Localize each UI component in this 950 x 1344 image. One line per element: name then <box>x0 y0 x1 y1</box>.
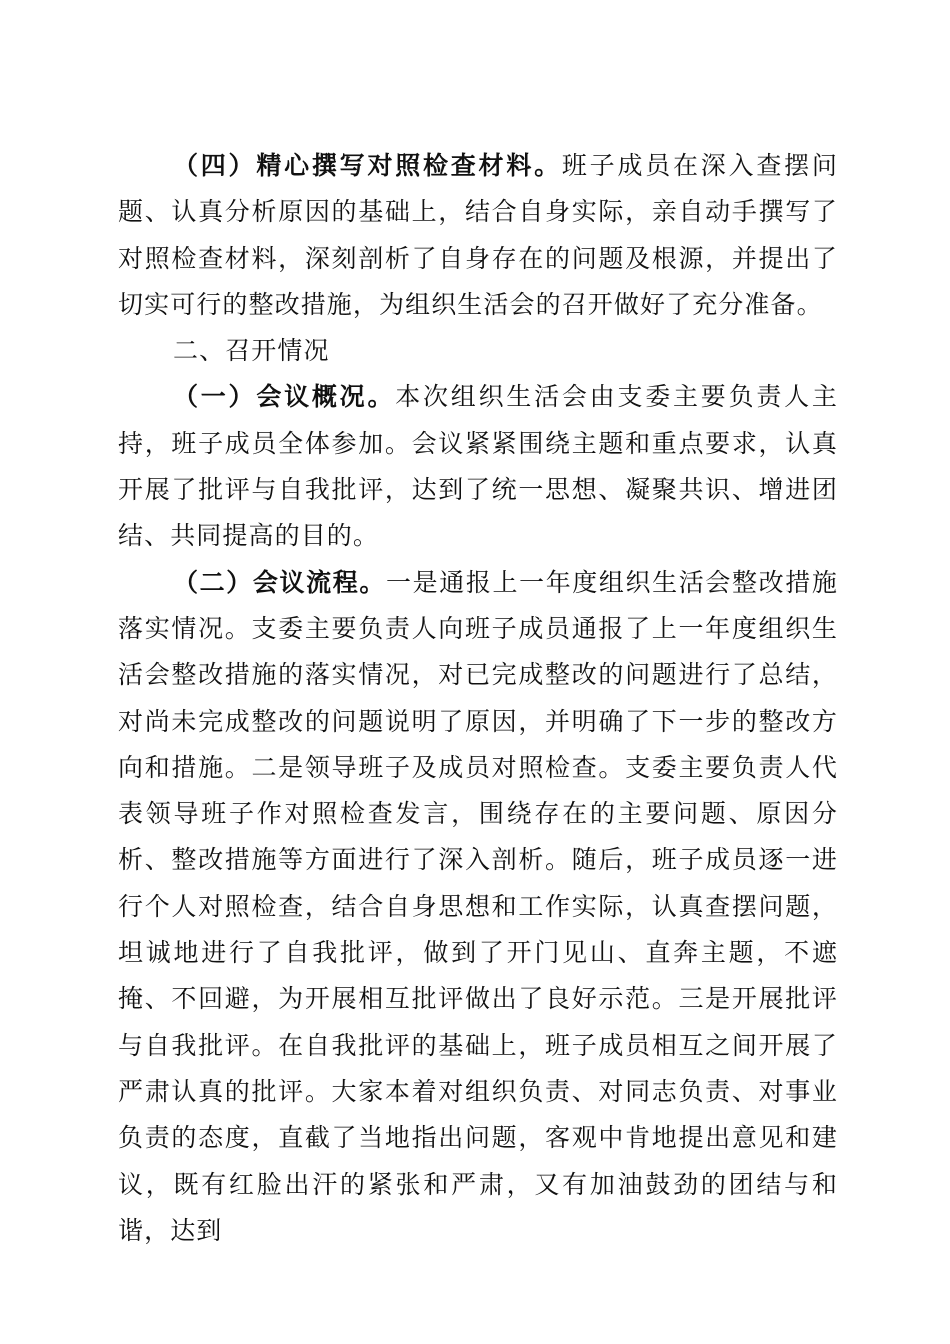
document-body <box>118 143 838 1254</box>
paragraph-meeting-overview <box>118 374 838 559</box>
paragraph-meeting-process <box>118 560 838 1254</box>
paragraph-text: 班子成员在深入查摆问题、认真分析原因的基础上，结合自身实际，亲自动手撰写了对照检查材料，深刻剖析了自身存在的问题及根源，并提出了切实可行的整改措施，为组织生活会的召开做好了充分准备。 <box>118 151 838 319</box>
paragraph-section-4 <box>118 143 838 328</box>
paragraph-text: 一是通报上一年度组织生活会整改措施落实情况。支委主要负责人向班子成员通报了上一年度组织生活会整改措施的落实情况，对已完成整改的问题进行了总结，对尚未完成整改的问题说明了原因，并明确了下一步的整改方向和措施。二是领导班子及成员对照检查。支委主要负责人代表领导班子作对照检查发言，围绕存在的主要问题、原因分析、整改措施等方面进行了深入剖析。随后，班子成员逐一进行个人对照检查，结合自身思想和工作实际，认真查摆问题，坦诚地进行了自我批评，做到了开门见山、直奔主题，不遮掩、不回避，为开展相互批评做出了良好示范。三是开展批评与自我批评。在自我批评的基础上，班子成员相互之间开展了严肃认真的批评。大家本着对组织负责、对同志负责、对事业负责的态度，直截了当地指出问题，客观中肯地提出意见和建议，既有红脸出汗的紧张和严肃，又有加油鼓劲的团结与和谐，达到 <box>118 567 838 1245</box>
paragraph-lead: （四）精心撰写对照检查材料。 <box>173 151 562 180</box>
section-heading: 二、召开情况 <box>173 336 330 366</box>
paragraph-lead: （一）会议概况。 <box>173 382 396 412</box>
paragraph-lead: （二）会议流程。 <box>173 567 386 597</box>
paragraph-text: 本次组织生活会由支委主要负责人主持，班子成员全体参加。会议紧紧围绕主题和重点要求，认真开展了批评与自我批评，达到了统一思想、凝聚共识、增进团结、共同提高的目的。 <box>118 382 838 551</box>
